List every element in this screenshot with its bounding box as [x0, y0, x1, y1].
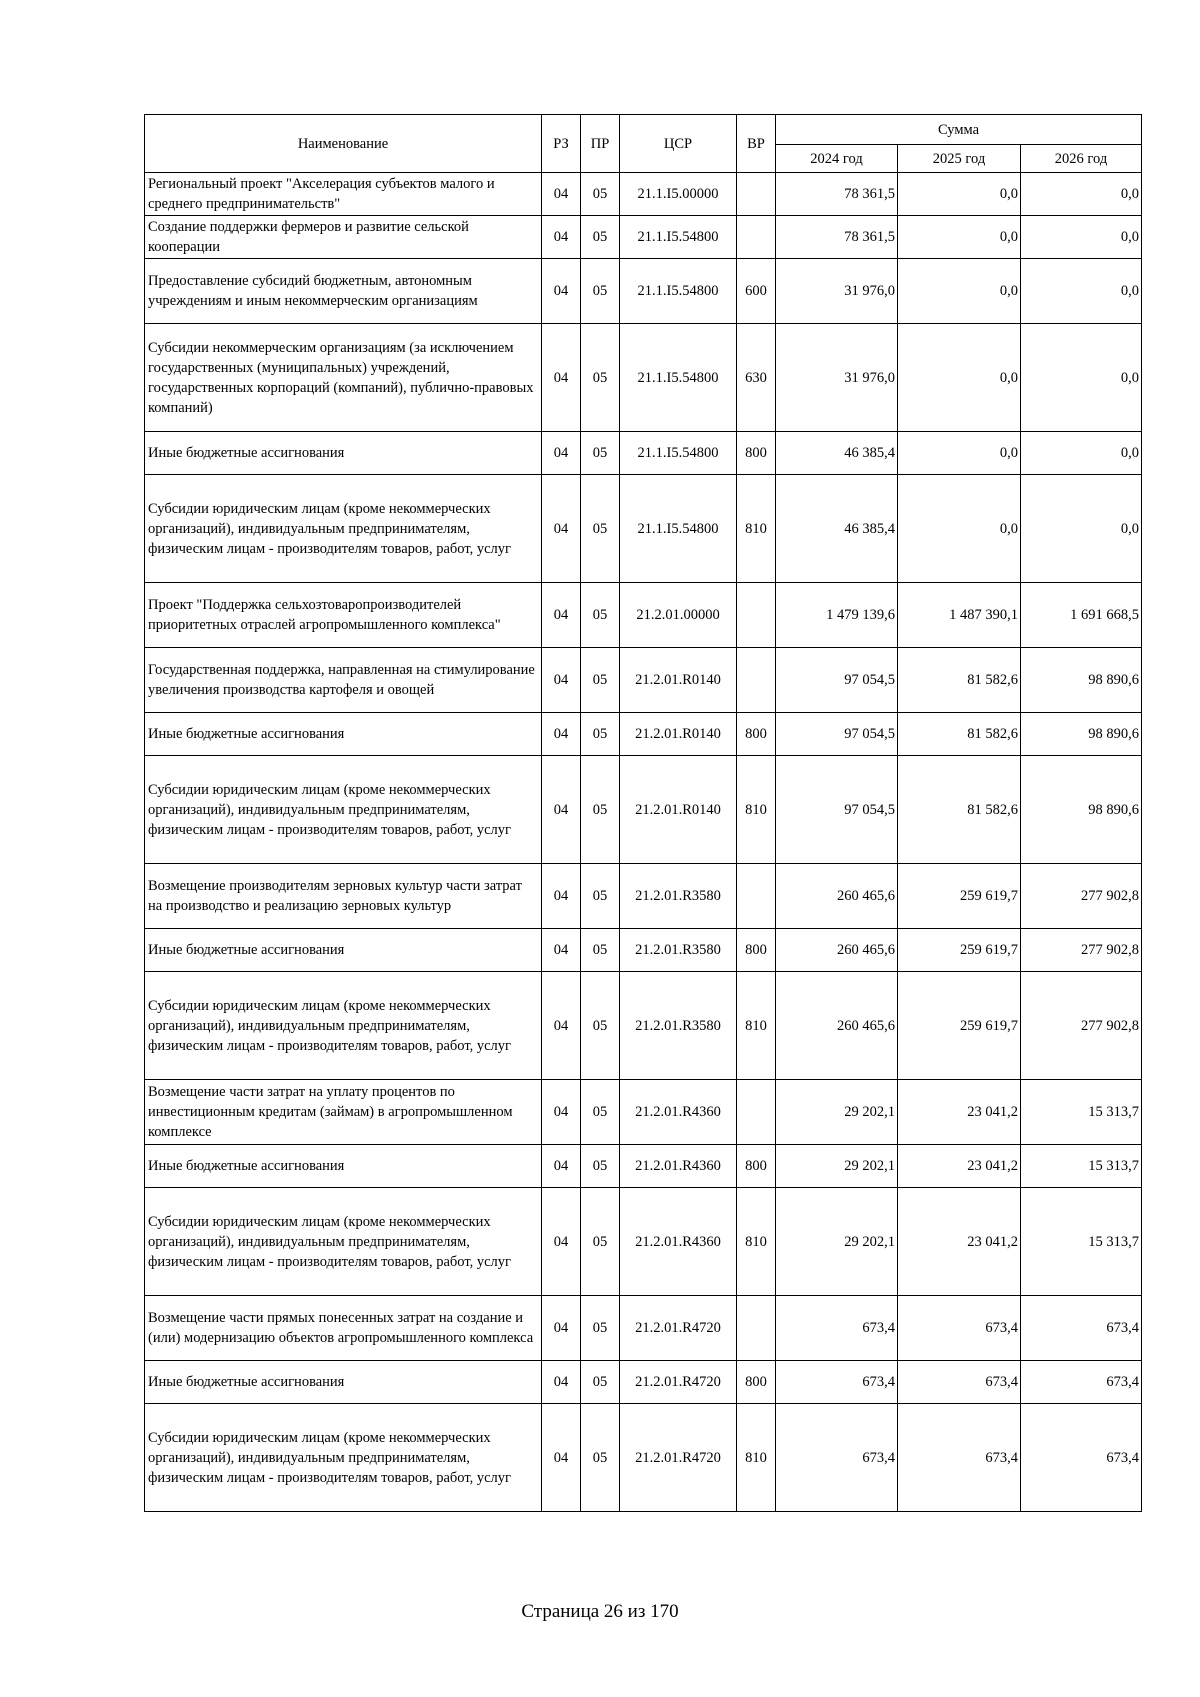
cell-2025: 259 619,7	[898, 929, 1021, 972]
page-number: Страница 26 из 170	[521, 1601, 679, 1622]
cell-pr: 05	[581, 1404, 620, 1512]
table-row	[145, 864, 1142, 929]
cell-rz: 04	[542, 216, 581, 259]
cell-vr: 810	[737, 1188, 776, 1296]
cell-2024: 97 054,5	[776, 756, 898, 864]
cell-rz: 04	[542, 259, 581, 324]
cell-vr: 810	[737, 756, 776, 864]
cell-pr: 05	[581, 583, 620, 648]
cell-csr: 21.2.01.R0140	[620, 648, 737, 713]
cell-2024: 29 202,1	[776, 1188, 898, 1296]
cell-2024: 29 202,1	[776, 1145, 898, 1188]
cell-name: Субсидии юридическим лицам (кроме некоммерческих организаций), индивидуальным предпринимателям, физическим лицам - производителям товаров, работ, услуг	[145, 756, 542, 864]
cell-2025: 81 582,6	[898, 713, 1021, 756]
cell-rz: 04	[542, 324, 581, 432]
cell-vr: 800	[737, 1145, 776, 1188]
cell-2026: 277 902,8	[1021, 864, 1142, 929]
cell-2025: 23 041,2	[898, 1080, 1021, 1145]
cell-2024: 31 976,0	[776, 324, 898, 432]
cell-vr	[737, 173, 776, 216]
cell-pr: 05	[581, 475, 620, 583]
table-row	[145, 648, 1142, 713]
cell-csr: 21.2.01.R0140	[620, 756, 737, 864]
cell-name: Государственная поддержка, направленная на стимулирование увеличения производства картофеля и овощей	[145, 648, 542, 713]
cell-pr: 05	[581, 216, 620, 259]
cell-name: Возмещение производителям зерновых культур части затрат на производство и реализацию зерновых культур	[145, 864, 542, 929]
cell-rz: 04	[542, 1404, 581, 1512]
cell-name: Субсидии юридическим лицам (кроме некоммерческих организаций), индивидуальным предпринимателям, физическим лицам - производителям товаров, работ, услуг	[145, 972, 542, 1080]
cell-csr: 21.2.01.R4720	[620, 1404, 737, 1512]
cell-rz: 04	[542, 648, 581, 713]
cell-2026: 15 313,7	[1021, 1188, 1142, 1296]
table-row	[145, 216, 1142, 259]
cell-2024: 260 465,6	[776, 972, 898, 1080]
cell-2025: 81 582,6	[898, 756, 1021, 864]
cell-vr	[737, 864, 776, 929]
cell-pr: 05	[581, 1361, 620, 1404]
cell-rz: 04	[542, 1080, 581, 1145]
table-row	[145, 432, 1142, 475]
cell-pr: 05	[581, 929, 620, 972]
header-2024: 2024 год	[776, 145, 898, 173]
cell-2026: 98 890,6	[1021, 713, 1142, 756]
table-body	[145, 173, 1142, 1512]
cell-2026: 15 313,7	[1021, 1080, 1142, 1145]
cell-2026: 673,4	[1021, 1361, 1142, 1404]
cell-name: Иные бюджетные ассигнования	[145, 713, 542, 756]
cell-name: Иные бюджетные ассигнования	[145, 1361, 542, 1404]
cell-2024: 673,4	[776, 1296, 898, 1361]
cell-2025: 81 582,6	[898, 648, 1021, 713]
table-row	[145, 756, 1142, 864]
cell-2026: 1 691 668,5	[1021, 583, 1142, 648]
cell-2026: 0,0	[1021, 259, 1142, 324]
cell-2026: 0,0	[1021, 432, 1142, 475]
cell-2025: 0,0	[898, 432, 1021, 475]
table-row	[145, 713, 1142, 756]
cell-vr	[737, 216, 776, 259]
cell-2025: 23 041,2	[898, 1188, 1021, 1296]
cell-2024: 1 479 139,6	[776, 583, 898, 648]
cell-2026: 98 890,6	[1021, 756, 1142, 864]
cell-vr: 800	[737, 432, 776, 475]
cell-pr: 05	[581, 1145, 620, 1188]
cell-rz: 04	[542, 1145, 581, 1188]
cell-name: Иные бюджетные ассигнования	[145, 432, 542, 475]
cell-2025: 23 041,2	[898, 1145, 1021, 1188]
cell-pr: 05	[581, 713, 620, 756]
table-row	[145, 1145, 1142, 1188]
cell-csr: 21.1.I5.54800	[620, 475, 737, 583]
cell-name: Возмещение части затрат на уплату процентов по инвестиционным кредитам (займам) в агропромышленном комплексе	[145, 1080, 542, 1145]
cell-csr: 21.2.01.R0140	[620, 713, 737, 756]
cell-rz: 04	[542, 972, 581, 1080]
cell-2024: 46 385,4	[776, 475, 898, 583]
cell-2025: 673,4	[898, 1404, 1021, 1512]
cell-2025: 1 487 390,1	[898, 583, 1021, 648]
cell-2026: 0,0	[1021, 475, 1142, 583]
cell-vr: 630	[737, 324, 776, 432]
cell-vr	[737, 1080, 776, 1145]
table-row	[145, 1361, 1142, 1404]
cell-rz: 04	[542, 756, 581, 864]
cell-2025: 259 619,7	[898, 864, 1021, 929]
cell-name: Возмещение части прямых понесенных затрат на создание и (или) модернизацию объектов агропромышленного комплекса	[145, 1296, 542, 1361]
cell-2025: 0,0	[898, 173, 1021, 216]
cell-2025: 259 619,7	[898, 972, 1021, 1080]
cell-name: Создание поддержки фермеров и развитие сельской кооперации	[145, 216, 542, 259]
cell-2024: 78 361,5	[776, 216, 898, 259]
cell-csr: 21.2.01.R4360	[620, 1145, 737, 1188]
cell-vr: 800	[737, 929, 776, 972]
table-row	[145, 583, 1142, 648]
cell-pr: 05	[581, 972, 620, 1080]
cell-2025: 0,0	[898, 216, 1021, 259]
cell-2026: 277 902,8	[1021, 972, 1142, 1080]
cell-csr: 21.2.01.R4720	[620, 1361, 737, 1404]
cell-2026: 15 313,7	[1021, 1145, 1142, 1188]
cell-csr: 21.1.I5.54800	[620, 324, 737, 432]
cell-name: Субсидии некоммерческим организациям (за исключением государственных (муниципальных) учреждений, государственных корпораций (компаний), публично-правовых компаний)	[145, 324, 542, 432]
cell-rz: 04	[542, 432, 581, 475]
cell-name: Региональный проект "Акселерация субъектов малого и среднего предпринимательств"	[145, 173, 542, 216]
cell-2026: 0,0	[1021, 173, 1142, 216]
cell-2024: 97 054,5	[776, 713, 898, 756]
header-csr: ЦСР	[620, 115, 737, 173]
cell-pr: 05	[581, 1296, 620, 1361]
cell-csr: 21.1.I5.00000	[620, 173, 737, 216]
cell-vr: 600	[737, 259, 776, 324]
cell-vr: 800	[737, 1361, 776, 1404]
cell-pr: 05	[581, 432, 620, 475]
cell-rz: 04	[542, 713, 581, 756]
cell-2024: 260 465,6	[776, 929, 898, 972]
cell-pr: 05	[581, 648, 620, 713]
table-row	[145, 929, 1142, 972]
cell-rz: 04	[542, 1361, 581, 1404]
cell-pr: 05	[581, 864, 620, 929]
cell-vr	[737, 648, 776, 713]
cell-rz: 04	[542, 173, 581, 216]
table-row	[145, 259, 1142, 324]
table-row	[145, 1080, 1142, 1145]
cell-2024: 31 976,0	[776, 259, 898, 324]
cell-rz: 04	[542, 864, 581, 929]
cell-csr: 21.2.01.R4360	[620, 1188, 737, 1296]
cell-2024: 97 054,5	[776, 648, 898, 713]
table-row	[145, 972, 1142, 1080]
cell-2024: 78 361,5	[776, 173, 898, 216]
cell-2025: 673,4	[898, 1361, 1021, 1404]
header-name: Наименование	[145, 115, 542, 173]
cell-rz: 04	[542, 583, 581, 648]
cell-2024: 673,4	[776, 1361, 898, 1404]
cell-2025: 673,4	[898, 1296, 1021, 1361]
cell-2024: 29 202,1	[776, 1080, 898, 1145]
cell-name: Проект "Поддержка сельхозтоваропроизводителей приоритетных отраслей агропромышленного комплекса"	[145, 583, 542, 648]
cell-2026: 98 890,6	[1021, 648, 1142, 713]
header-pr: ПР	[581, 115, 620, 173]
cell-csr: 21.2.01.00000	[620, 583, 737, 648]
table-row	[145, 1404, 1142, 1512]
cell-vr: 810	[737, 1404, 776, 1512]
cell-csr: 21.2.01.R4360	[620, 1080, 737, 1145]
cell-pr: 05	[581, 324, 620, 432]
table-header	[145, 115, 1142, 173]
cell-2026: 0,0	[1021, 324, 1142, 432]
header-2025: 2025 год	[898, 145, 1021, 173]
cell-2025: 0,0	[898, 475, 1021, 583]
cell-rz: 04	[542, 929, 581, 972]
cell-2026: 673,4	[1021, 1296, 1142, 1361]
cell-2026: 0,0	[1021, 216, 1142, 259]
table-row	[145, 173, 1142, 216]
cell-name: Субсидии юридическим лицам (кроме некоммерческих организаций), индивидуальным предпринимателям, физическим лицам - производителям товаров, работ, услуг	[145, 1404, 542, 1512]
cell-2026: 277 902,8	[1021, 929, 1142, 972]
header-2026: 2026 год	[1021, 145, 1142, 173]
cell-csr: 21.1.I5.54800	[620, 432, 737, 475]
cell-vr: 800	[737, 713, 776, 756]
cell-csr: 21.2.01.R3580	[620, 929, 737, 972]
budget-table	[144, 114, 1142, 1512]
cell-2024: 46 385,4	[776, 432, 898, 475]
cell-csr: 21.1.I5.54800	[620, 216, 737, 259]
cell-vr: 810	[737, 972, 776, 1080]
cell-rz: 04	[542, 1296, 581, 1361]
cell-csr: 21.1.I5.54800	[620, 259, 737, 324]
header-rz: РЗ	[542, 115, 581, 173]
cell-rz: 04	[542, 475, 581, 583]
cell-rz: 04	[542, 1188, 581, 1296]
cell-2025: 0,0	[898, 324, 1021, 432]
cell-2024: 673,4	[776, 1404, 898, 1512]
cell-pr: 05	[581, 1188, 620, 1296]
table-row	[145, 1188, 1142, 1296]
cell-name: Субсидии юридическим лицам (кроме некоммерческих организаций), индивидуальным предпринимателям, физическим лицам - производителям товаров, работ, услуг	[145, 475, 542, 583]
header-vr: ВР	[737, 115, 776, 173]
table-row	[145, 1296, 1142, 1361]
cell-pr: 05	[581, 756, 620, 864]
cell-vr: 810	[737, 475, 776, 583]
cell-2026: 673,4	[1021, 1404, 1142, 1512]
cell-name: Субсидии юридическим лицам (кроме некоммерческих организаций), индивидуальным предпринимателям, физическим лицам - производителям товаров, работ, услуг	[145, 1188, 542, 1296]
cell-name: Иные бюджетные ассигнования	[145, 929, 542, 972]
cell-2025: 0,0	[898, 259, 1021, 324]
table-row	[145, 324, 1142, 432]
cell-pr: 05	[581, 259, 620, 324]
cell-vr	[737, 583, 776, 648]
cell-pr: 05	[581, 173, 620, 216]
cell-csr: 21.2.01.R3580	[620, 864, 737, 929]
cell-csr: 21.2.01.R4720	[620, 1296, 737, 1361]
cell-csr: 21.2.01.R3580	[620, 972, 737, 1080]
cell-pr: 05	[581, 1080, 620, 1145]
cell-name: Предоставление субсидий бюджетным, автономным учреждениям и иным некоммерческим организациям	[145, 259, 542, 324]
header-sum: Сумма	[776, 115, 1142, 145]
table-row	[145, 475, 1142, 583]
cell-vr	[737, 1296, 776, 1361]
cell-2024: 260 465,6	[776, 864, 898, 929]
cell-name: Иные бюджетные ассигнования	[145, 1145, 542, 1188]
